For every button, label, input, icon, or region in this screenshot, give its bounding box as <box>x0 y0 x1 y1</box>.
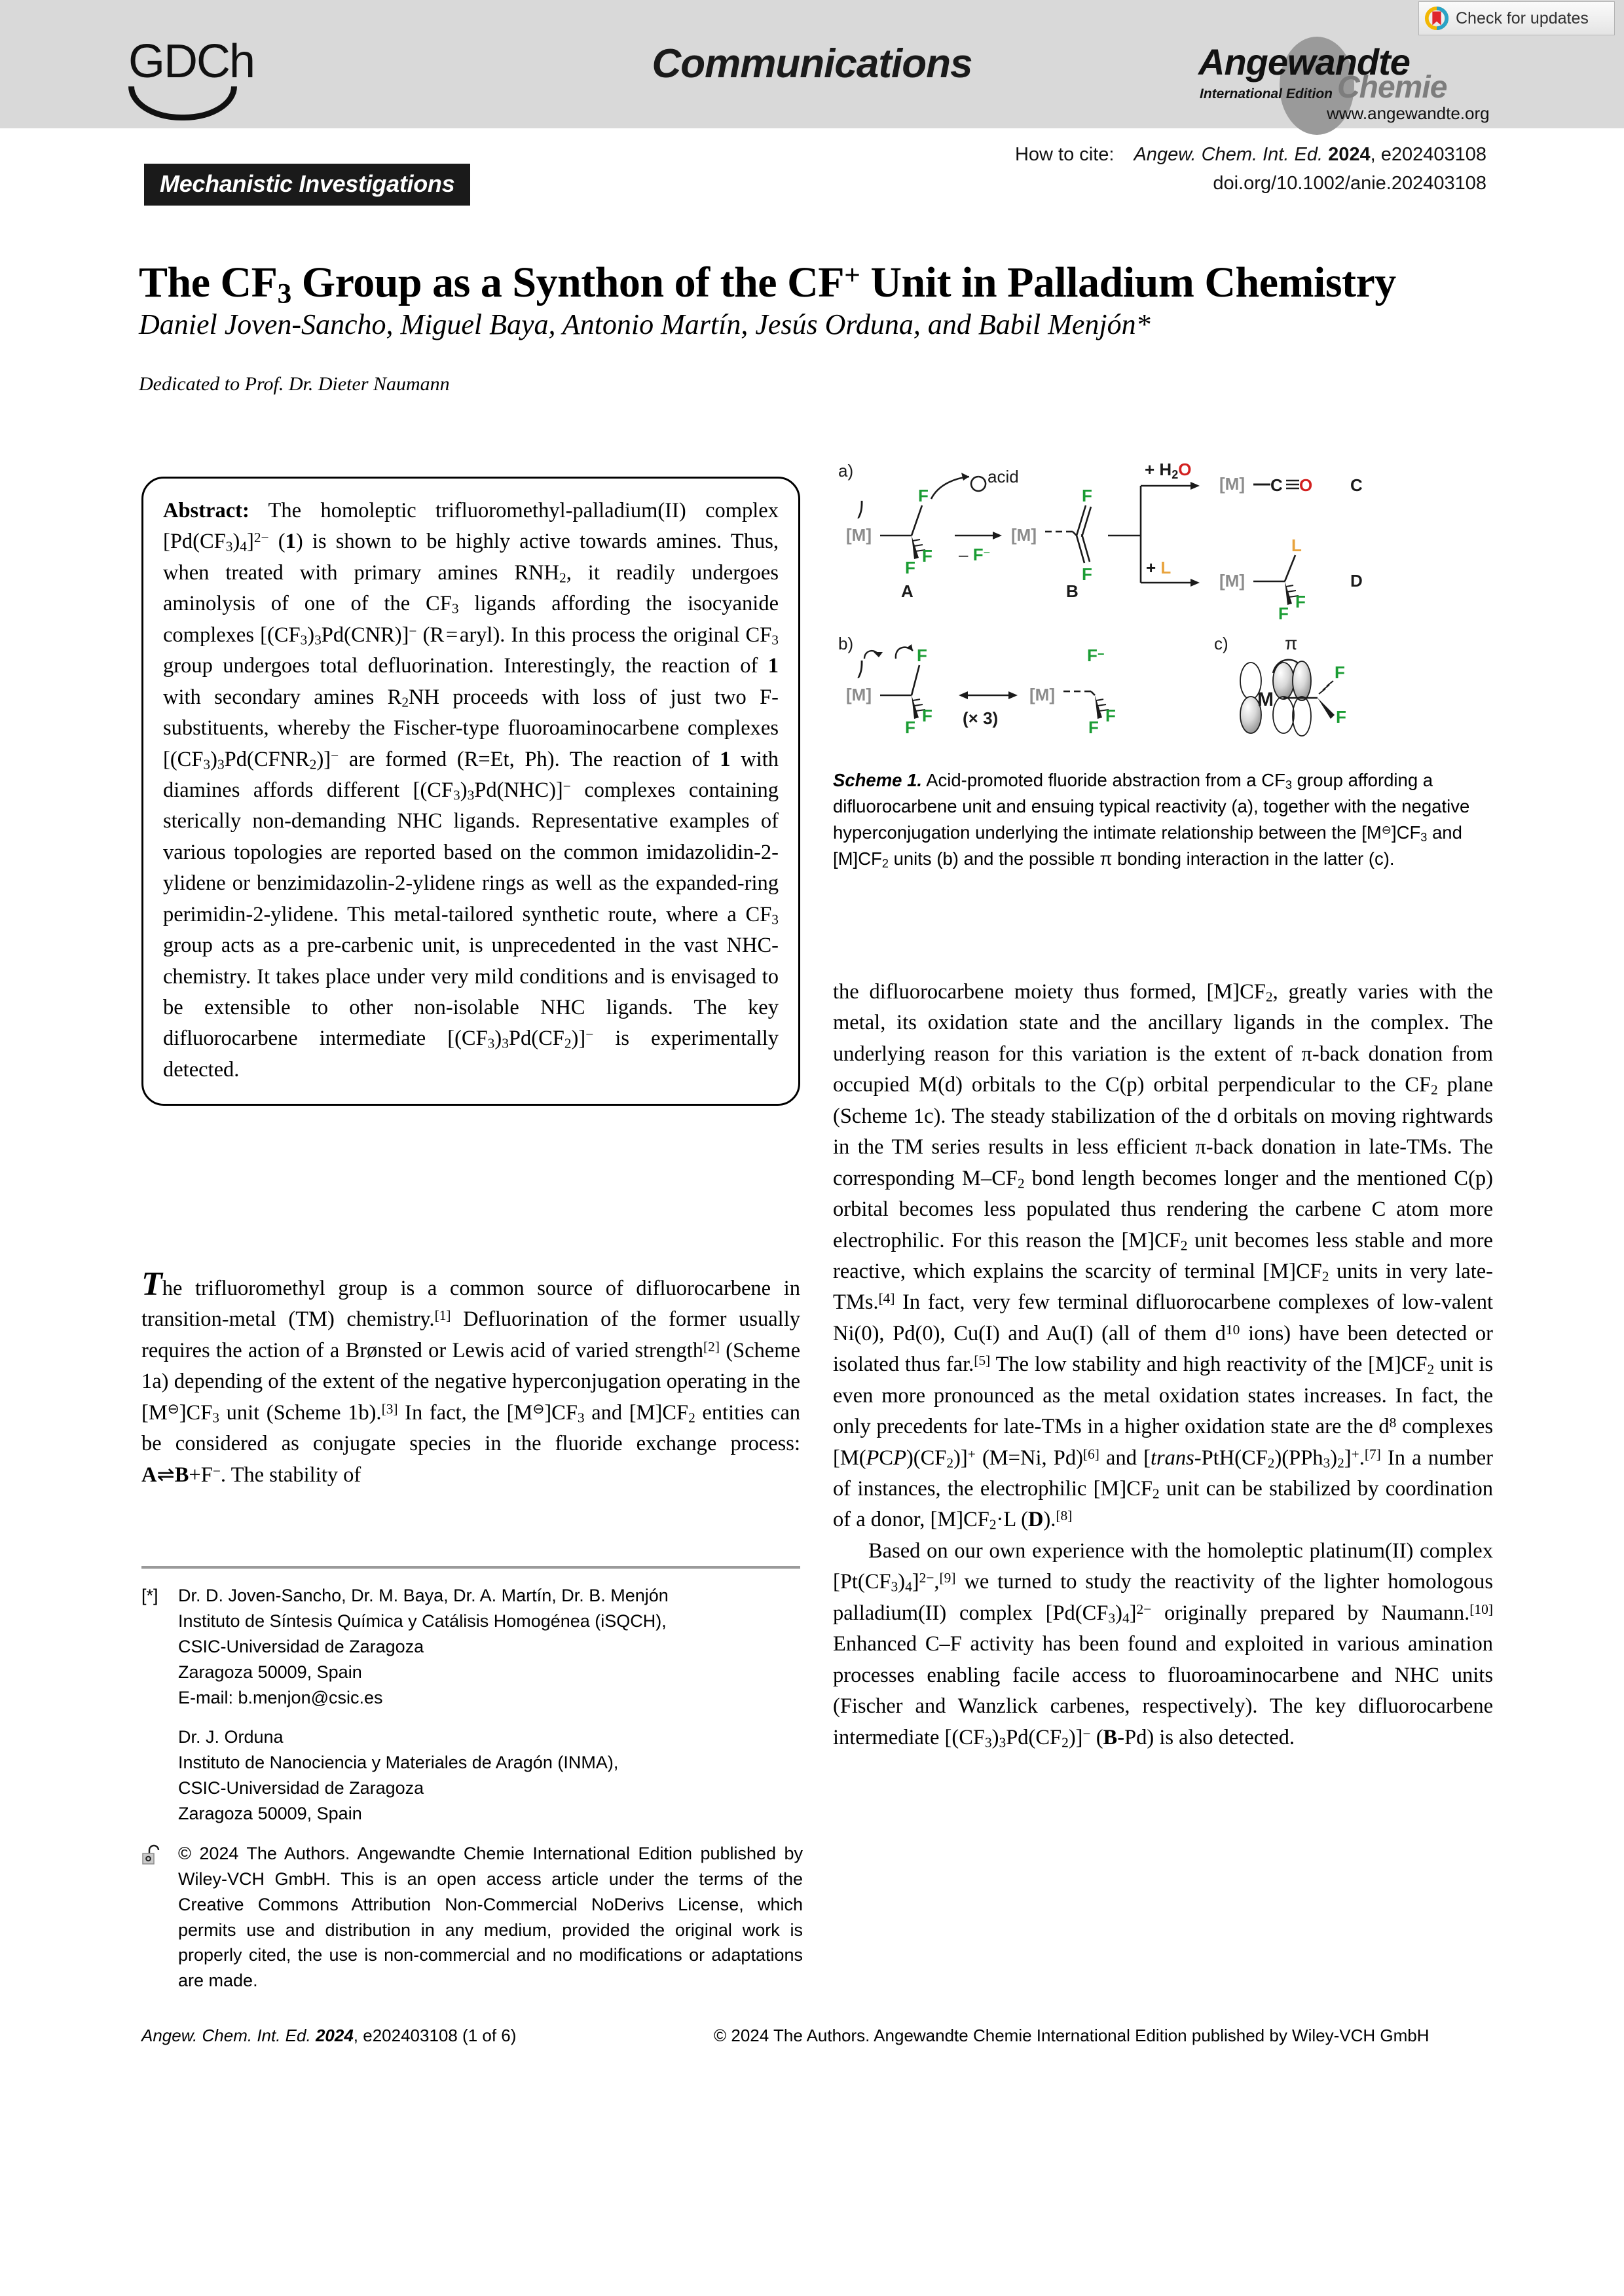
citation-year: 2024 <box>1328 144 1371 165</box>
footnote-line: Instituto de Nanociencia y Materiales de Aragón (INMA), <box>178 1753 619 1773</box>
scheme-f-label: F <box>1088 718 1099 737</box>
scheme-f-label: F <box>1295 592 1306 611</box>
footer-year: 2024 <box>315 2026 354 2045</box>
footnote-affiliation-2-body <box>178 1724 803 1827</box>
footnote-marker-spacer <box>141 1724 178 1827</box>
footnote-block <box>141 1583 803 1994</box>
author-list: Daniel Joven-Sancho, Miguel Baya, Antonio Martín, Jesús Orduna, and Babil Menjón* <box>139 308 1151 340</box>
footnote-line: Zaragoza 50009, Spain <box>178 1662 362 1682</box>
scheme-charge-a: ⎠ <box>857 501 864 518</box>
scheme-f-label: F <box>917 646 927 665</box>
body-paragraph: Based on our own experience with the homoleptic platinum(II) complex $[Pt(CF_3)_4]^{2-},[9]$ we turned to study the reactivity of the lighter homologous palladium(II) complex $[Pd(CF_3)_4]^{2-}$ originally prepared by Naumann.[10] Enhanced C–F activity has been found and exploited in various amination processes enabling facile access to fluoroaminocarbene and NHC units (Fischer and Wanzlick carbenes, respectively). The key difluorocarbene intermediate $[(CF_3)_3Pd(CF_2)]^-$ (B-Pd) is also detected. <box>833 1539 1493 1751</box>
scheme-f-label: F <box>1278 604 1289 623</box>
scheme-metal-c: [M] <box>1219 474 1245 494</box>
scheme-metal-b1: [M] <box>846 685 872 704</box>
scheme-1-caption-text: Acid-promoted fluoride abstraction from a $CF_3$ group affording a difluorocarbene unit and ensuing typical reactivity (a), together with the negative hyperconjugation underlying the intimate relationship between the $[M^⊖]CF_3$ and $[M]CF_2$ units (b) and the possible π bonding interaction in the latter (c). <box>833 770 1470 871</box>
body-column-left: The trifluoromethyl group is a common source of difluorocarbene in transition-metal (TM) chemistry.[1] Defluorination of the former usually requires the action of a Brønsted or Lewis acid of varied strength[2] (Scheme 1a) depending of the extent of the negative hyperconjugation operating in the $[M^⊖]CF_3$ unit (Scheme 1b).[3] In fact, the $[M^⊖]CF_3$ and $[M]CF_2$ entities can be considered as conjugate species in the fluoride exchange process: A⇌B+F−. The stability of <box>141 1266 801 1487</box>
dedication: Dedicated to Prof. Dr. Dieter Naumann <box>139 373 450 395</box>
abstract-box: Abstract: The homoleptic trifluoromethyl-palladium(II) complex $[Pd(CF_3)_4]^{2-}$ (1) is shown to be highly active towards amines. Thus, when treated with primary amines $RNH_2$, it readily undergoes aminolysis of one of the $CF_3$ ligands affording the isocyanide complexes $[(CF_3)_3Pd(CNR)]^-$ (R = aryl). In this process the original $CF_3$ group undergoes total defluorination. Interestingly, the reaction of 1 with secondary amines $R_2NH$ proceeds with loss of just two F-substituents, whereby the Fischer-type fluoroaminocarbene complexes $[(CF_3)_3Pd(CFNR_2)]^-$ are formed (R=Et, Ph). The reaction of 1 with diamines affords different $[(CF_3)_3Pd(NHC)]^-$ complexes containing sterically non-demanding NHC ligands. Representative examples of various topologies are reported based on the common imidazolidin-2-ylidene or benzimidazolin-2-ylidene rings as well as the expanded-ring perimidin-2-ylidene. This metal-tailored synthetic route, where a $CF_3$ group acts as a pre-carbenic unit, is unprecedented in the vast NHC-chemistry. It takes place under very mild conditions and is envisaged to be extensible to other non-isolable NHC ligands. The key difluorocarbene intermediate $[(CF_3)_3Pd(CF_2)]^-$ is experimentally detected. <box>141 477 800 1106</box>
check-for-updates-label: Check for updates <box>1456 9 1589 27</box>
category-flag: Mechanistic Investigations <box>144 164 470 206</box>
angewandte-chemie-wordmark: Chemie <box>1337 70 1447 105</box>
scheme-panel-b-label: b) <box>838 634 854 653</box>
footnote-line: Dr. J. Orduna <box>178 1727 284 1747</box>
scheme-f-label: F <box>905 558 915 577</box>
footnote-affiliation-1-body <box>178 1583 803 1710</box>
scheme-pi-label: π <box>1285 633 1298 653</box>
footer-copyright: © 2024 The Authors. Angewandte Chemie International Edition published by Wiley-VCH GmbH <box>714 2026 1430 2045</box>
footnote-line: Dr. D. Joven-Sancho, Dr. M. Baya, Dr. A. Martín, Dr. B. Menjón <box>178 1586 669 1605</box>
scheme-charge-b: ⎠ <box>857 661 864 678</box>
scheme-metal-b: [M] <box>1011 525 1037 545</box>
open-access-marker <box>141 1841 178 1994</box>
scheme-1-graphic <box>833 458 1494 766</box>
doi-line[interactable]: doi.org/10.1002/anie.202403108 <box>1213 173 1486 194</box>
footnote-line: CSIC-Universidad de Zaragoza <box>178 1778 424 1798</box>
scheme-f-label: F <box>1082 564 1092 584</box>
how-to-cite-line <box>871 140 1486 169</box>
footnote-line: Instituto de Síntesis Química y Catálisis Homogénea (iSQCH), <box>178 1611 667 1631</box>
scheme-fluoride-label: F− <box>1087 646 1105 665</box>
license-text: © 2024 The Authors. Angewandte Chemie International Edition published by Wiley-VCH GmbH. This is an open access article under the terms of the Creative Commons Attribution Non-Commercial NoDerivs License, which permits use and distribution in any medium, provided the original work is properly cited, the use is non-commercial and no modifications or adaptations are made. <box>178 1843 803 1991</box>
footnote-affiliation-2 <box>141 1724 803 1827</box>
how-to-cite <box>871 140 1486 198</box>
scheme-metal-center: M <box>1257 689 1274 710</box>
check-for-updates-button[interactable] <box>1418 1 1615 35</box>
page-title: The $CF_3$ Group as a Synthon of the CF+ Unit in Palladium Chemistry <box>139 259 1396 310</box>
scheme-f-label: F <box>1105 706 1116 725</box>
scheme-metal-b2: [M] <box>1029 685 1055 704</box>
scheme-species-a: A <box>901 581 913 601</box>
scheme-panel-a-label: a) <box>838 461 854 481</box>
scheme-f-label: F <box>1335 663 1345 682</box>
scheme-minus-f-label: – F− <box>959 545 991 564</box>
scheme-species-b: B <box>1066 581 1079 601</box>
scheme-f-label: F <box>905 718 915 737</box>
footnote-email[interactable]: E-mail: b.menjon@csic.es <box>178 1687 383 1707</box>
scheme-acid-label: acid <box>987 467 1019 486</box>
scheme-times3-label: (× 3) <box>963 708 999 728</box>
open-lock-icon <box>141 1844 165 1866</box>
scheme-metal-a: [M] <box>846 525 872 545</box>
scheme-panel-c-label: c) <box>1214 634 1228 653</box>
body-paragraph: the difluorocarbene moiety thus formed, $[M]CF_2$, greatly varies with the metal, its oxidation state and the ancillary ligands in the complex. The underlying reason for this variation is the extent of π-back donation from occupied M(d) orbitals to the C(p) orbital perpendicular to the $CF_2$ plane (Scheme 1c). The steady stabilization of the d orbitals on moving rightwards in the TM series results in less efficient π-back donation in late-TMs. The corresponding $M-CF_2$ bond length becomes longer and the mentioned C(p) orbital becomes less populated thus rendering the carbene C atom more electrophilic. For this reason the $[M]CF_2$ unit becomes less stable and more reactive, which explains the scarcity of terminal $[M]CF_2$ units in very late-TMs.[4] In fact, very few terminal difluorocarbene complexes of low-valent Ni(0), Pd(0), Cu(I) and Au(I) (all of them $d^{10}$ ions) have been detected or isolated thus far.[5] The low stability and high reactivity of the $[M]CF_2$ unit is even more pronounced as the metal oxidation states increases. In fact, the only precedents for late-TMs in a higher oxidation state are the $d^8$ complexes $[M(PCP)(CF_2)]^+$ (M=Ni, Pd)[6] and $[trans-PtH(CF_2)(PPh_3)_2]^+.[7]$ In a number of instances, the electrophilic $[M]CF_2$ unit can be stabilized by coordination of a donor, $[M]CF_2\cdot L$ (D).[8] <box>833 980 1494 1533</box>
scheme-plus-l-label: + L <box>1146 558 1172 577</box>
scheme-f-label: F <box>918 486 929 505</box>
scheme-metal-d: [M] <box>1219 571 1245 591</box>
scheme-f-label: F <box>1082 486 1092 505</box>
scheme-1-number: Scheme 1. <box>833 770 923 790</box>
footnote-affiliation-1 <box>141 1583 803 1710</box>
scheme-f-label: F <box>922 546 932 566</box>
scheme-1-caption <box>833 767 1494 873</box>
body-column-right <box>833 977 1493 1753</box>
scheme-carbon-label: C <box>1270 475 1283 495</box>
scheme-ligand-label: L <box>1291 536 1302 555</box>
angewandte-wordmark: Angewandte <box>1198 41 1410 82</box>
scheme-1-figure <box>833 458 1494 766</box>
scheme-f-label: F <box>922 706 932 725</box>
footnote-marker: [*] <box>141 1586 158 1605</box>
citation-journal: Angew. Chem. Int. Ed. <box>1134 144 1323 165</box>
angewandte-url: www.angewandte.org <box>1327 103 1490 123</box>
citation-article-id: , e202403108 <box>1370 144 1486 165</box>
gdch-logo-text: GDCh <box>128 35 255 88</box>
scheme-species-c: C <box>1350 475 1363 495</box>
footer-pages: , e202403108 (1 of 6) <box>353 2026 517 2045</box>
footnote-divider <box>141 1566 800 1569</box>
footnote-license <box>141 1841 803 1994</box>
section-title: Communications <box>652 41 972 86</box>
scheme-oxygen-label: O <box>1299 475 1313 495</box>
scheme-f-label: F <box>1336 707 1346 727</box>
footer-journal: Angew. Chem. Int. Ed. <box>141 2026 311 2045</box>
footnote-line: Zaragoza 50009, Spain <box>178 1804 362 1823</box>
crossmark-icon <box>1424 6 1449 31</box>
footer-citation <box>141 2026 516 2046</box>
scheme-species-d: D <box>1350 571 1363 591</box>
scheme-plus-h2o-label: + H2O <box>1145 460 1192 481</box>
how-to-cite-label: How to cite: <box>1014 144 1115 165</box>
footnote-line: CSIC-Universidad de Zaragoza <box>178 1636 424 1656</box>
angewandte-edition-label: International Edition <box>1200 86 1333 101</box>
